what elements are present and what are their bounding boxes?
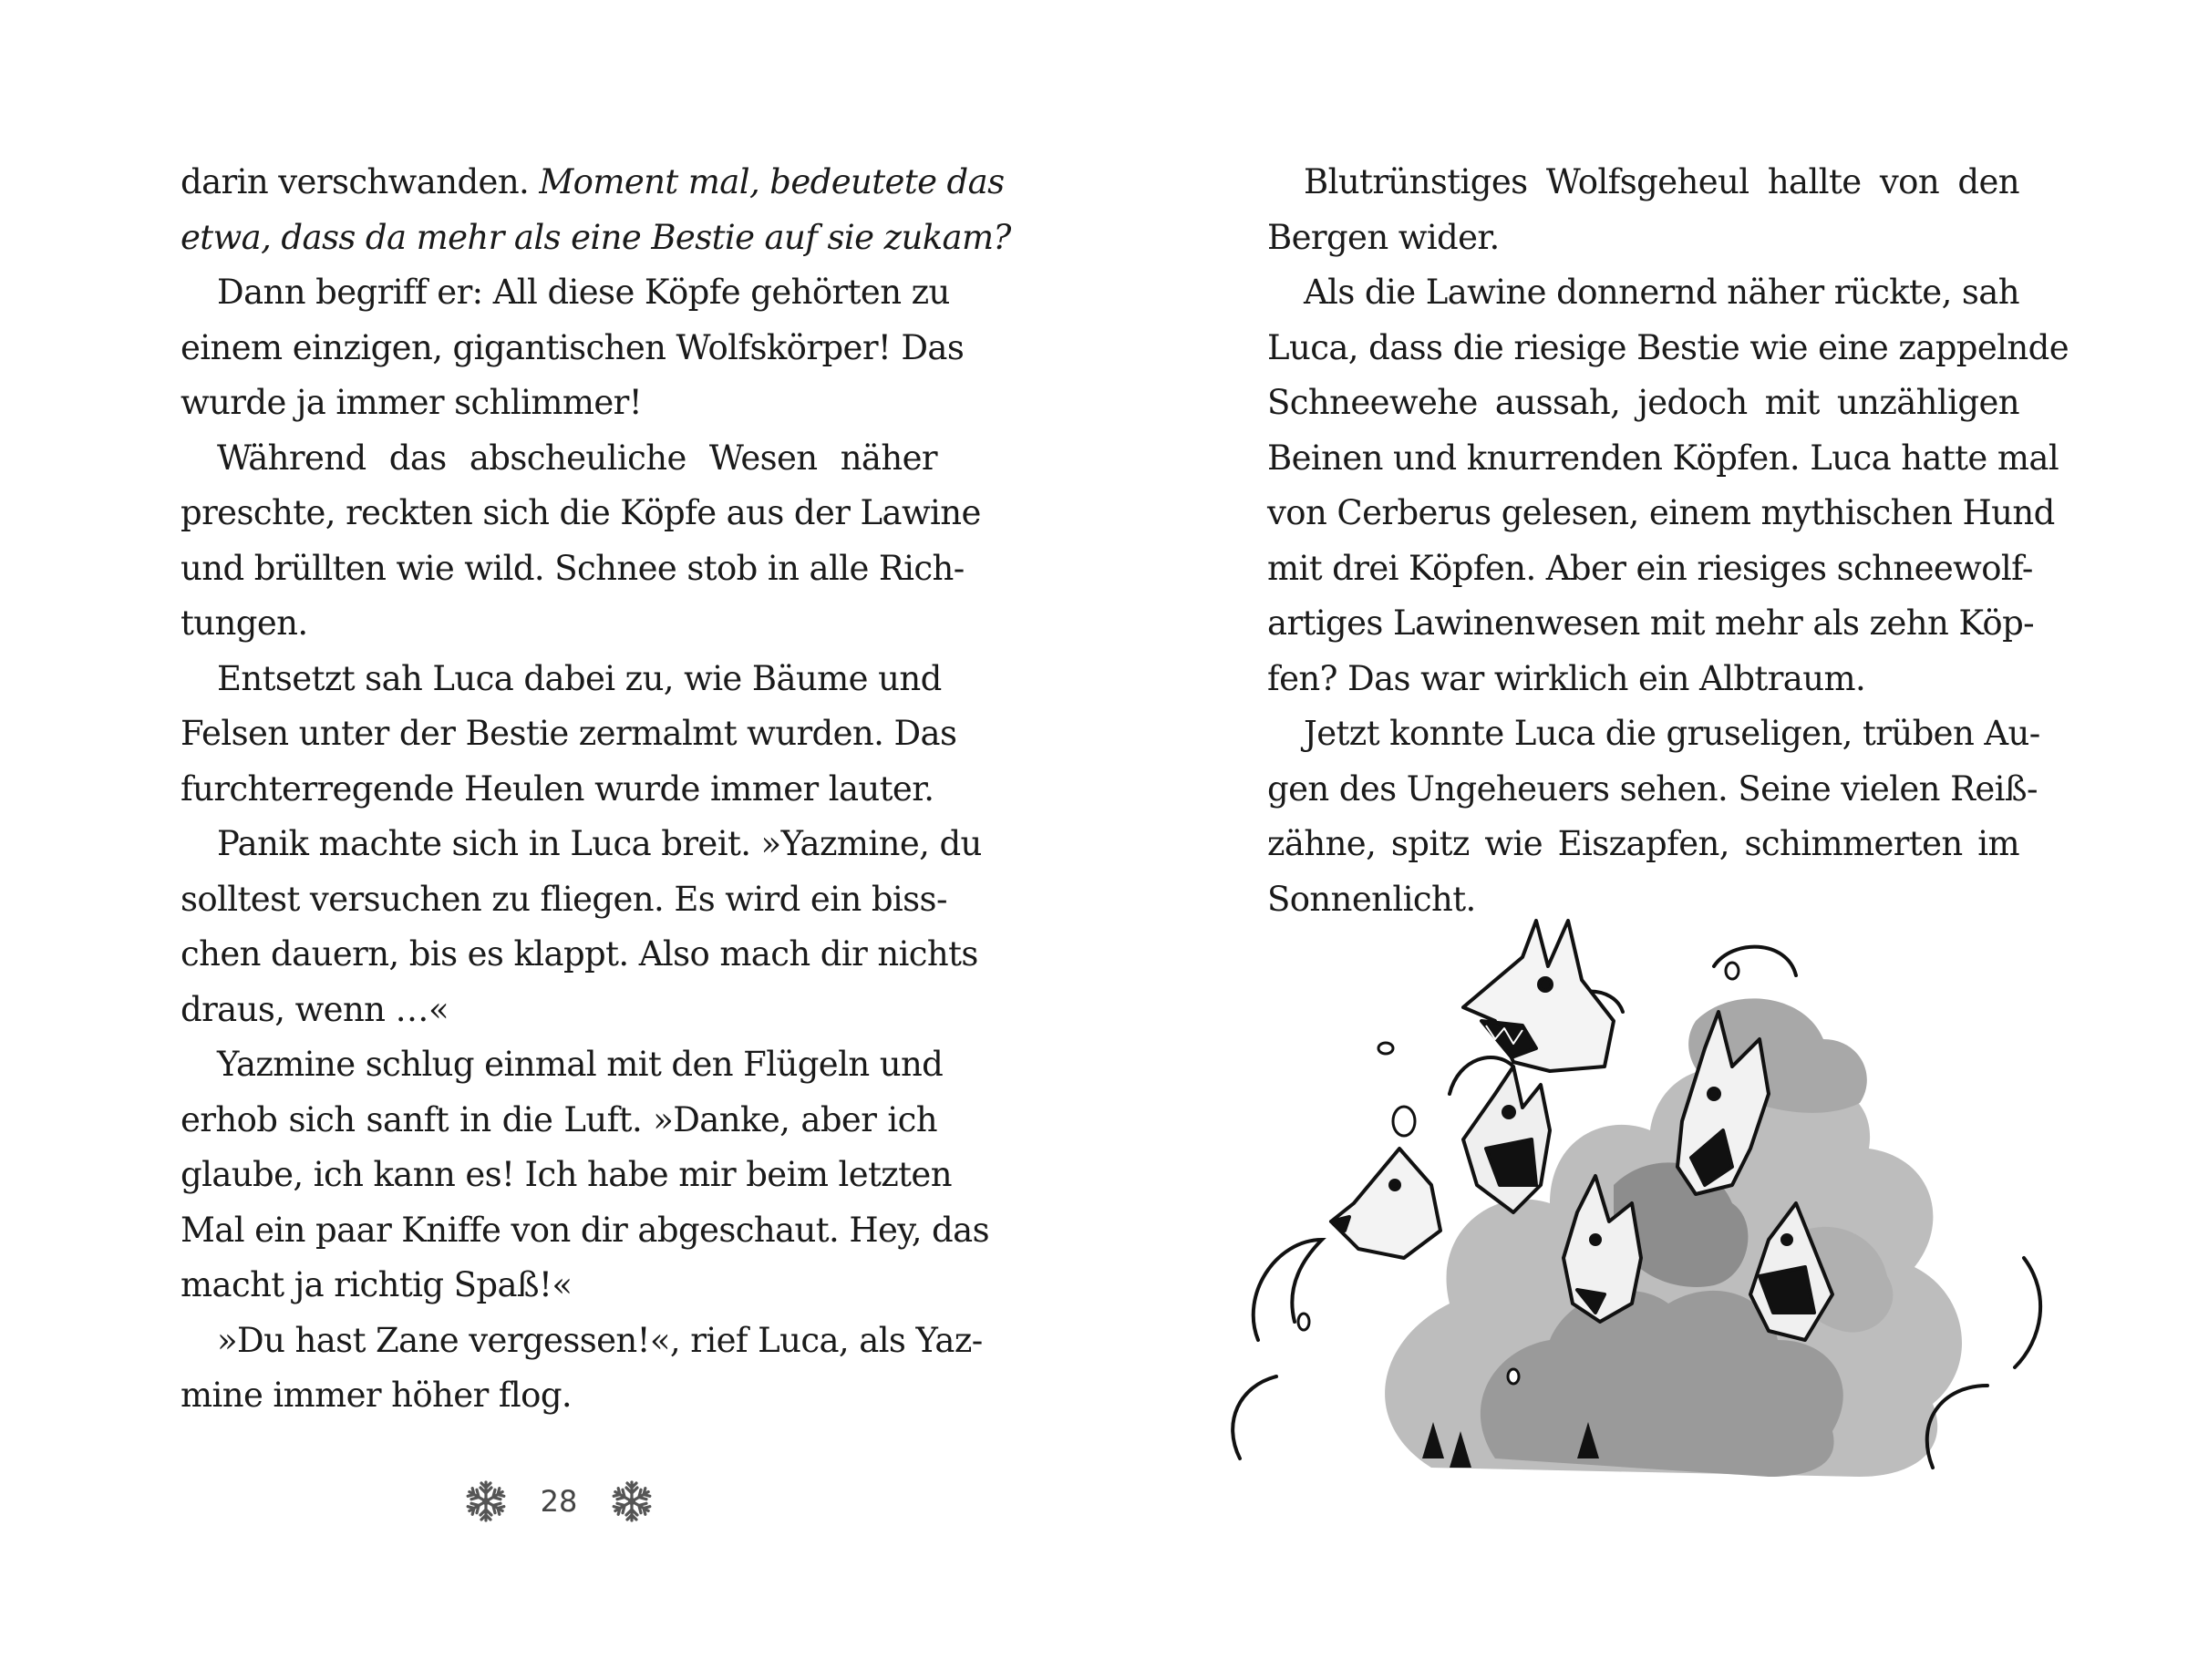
text-line xyxy=(181,541,965,597)
body-text: macht ja richtig Spaß!« xyxy=(181,1265,573,1304)
text-line xyxy=(181,983,937,1038)
body-text: gen des Ungeheuers sehen. Seine vielen Reiß- xyxy=(1267,768,2038,809)
body-text: Bergen wider. xyxy=(1267,217,1500,257)
body-text: Entsetzt sah Luca dabei zu, wie Bäume und xyxy=(217,658,942,698)
text-line xyxy=(1267,652,2019,707)
italic-text: Moment mal, bedeutete das xyxy=(539,162,1005,201)
text-line xyxy=(1267,817,2019,872)
text-line xyxy=(181,486,981,541)
body-text: wurde ja immer schlimmer! xyxy=(181,383,642,422)
body-text: und brüllten wie wild. Schnee stob in alle Rich- xyxy=(181,548,965,588)
body-text: Beinen und knurrenden Köpfen. Luca hatte mal xyxy=(1267,438,2059,478)
text-line xyxy=(181,817,982,872)
text-line xyxy=(181,1203,989,1259)
text-line xyxy=(1267,596,2035,652)
right-page-text xyxy=(1267,155,2069,927)
text-line xyxy=(181,1093,937,1149)
wolf-head xyxy=(1331,1149,1440,1258)
body-text: von Cerberus gelesen, einem mythischen Hund xyxy=(1267,493,2055,532)
text-line xyxy=(1267,321,2069,376)
body-text: Felsen unter der Bestie zermalmt wurden. Das xyxy=(181,714,957,753)
text-line xyxy=(1267,486,2055,541)
text-line xyxy=(181,596,937,652)
body-text: Während das abscheuliche Wesen näher xyxy=(217,438,937,478)
page-number: 28 xyxy=(540,1484,578,1519)
text-line xyxy=(181,1314,983,1369)
italic-text: etwa, dass da mehr als eine Bestie auf sie zukam? xyxy=(181,217,1011,257)
text-line xyxy=(1267,265,2019,321)
right-page xyxy=(1094,0,2188,1680)
wolf-avalanche-illustration xyxy=(1222,912,2069,1477)
text-line xyxy=(181,872,947,928)
text-line xyxy=(1267,706,2040,762)
body-text: Schneewehe aussah, jedoch mit unzähligen xyxy=(1267,383,2019,422)
text-line xyxy=(1267,376,2019,431)
body-text: draus, wenn …« xyxy=(181,989,449,1029)
left-page-text xyxy=(181,155,1011,1424)
text-line xyxy=(181,431,937,487)
body-text: Mal ein paar Kniffe von dir abgeschaut. Hey, das xyxy=(181,1210,989,1250)
body-text: zähne, spitz wie Eiszapfen, schimmerten im xyxy=(1267,824,2019,863)
body-text: Yazmine schlug einmal mit den Flügeln und xyxy=(217,1045,944,1084)
body-text: Jetzt konnte Luca die gruseligen, trüben Au- xyxy=(1304,714,2040,753)
body-text: preschte, reckten sich die Köpfe aus der Lawine xyxy=(181,493,981,532)
body-text: darin verschwanden. xyxy=(181,162,540,201)
body-text: artiges Lawinenwesen mit mehr als zehn Köp- xyxy=(1267,603,2035,643)
body-text: solltest versuchen zu fliegen. Es wird ein biss- xyxy=(181,879,947,919)
body-text: Als die Lawine donnernd näher rückte, sah xyxy=(1304,273,2019,312)
page-footer xyxy=(463,1479,655,1524)
body-text: einem einzigen, gigantischen Wolfskörper! Das xyxy=(181,327,965,367)
body-text: mine immer höher flog. xyxy=(181,1376,573,1415)
text-line xyxy=(1267,155,2019,211)
body-text: »Du hast Zane vergessen!«, rief Luca, als Yaz- xyxy=(217,1320,983,1360)
text-line xyxy=(1267,762,2038,818)
text-line xyxy=(1267,211,2019,266)
text-line xyxy=(181,1368,937,1424)
text-line xyxy=(181,762,937,818)
body-text: fen? Das war wirklich ein Albtraum. xyxy=(1267,658,1866,698)
text-line xyxy=(181,706,957,762)
text-line xyxy=(1267,431,2059,487)
body-text: Luca, dass die riesige Bestie wie eine zappelnde xyxy=(1267,327,2069,367)
body-text: chen dauern, bis es klappt. Also mach dir nichts xyxy=(181,934,978,974)
body-text: tungen. xyxy=(181,603,308,643)
body-text: mit drei Köpfen. Aber ein riesiges schneewolf- xyxy=(1267,548,2033,588)
body-text: Panik machte sich in Luca breit. »Yazmine, du xyxy=(217,824,982,863)
text-line xyxy=(181,1148,952,1203)
text-line xyxy=(1267,541,2033,597)
body-text: glaube, ich kann es! Ich habe mir beim letzten xyxy=(181,1155,952,1194)
text-line xyxy=(181,376,937,431)
text-line xyxy=(181,265,950,321)
text-line xyxy=(181,155,1005,211)
text-line xyxy=(181,321,965,376)
body-text: Sonnenlicht. xyxy=(1267,879,1476,919)
text-line xyxy=(181,927,978,983)
body-text: furchterregende Heulen wurde immer lauter. xyxy=(181,768,934,809)
wolf-head xyxy=(1463,921,1614,1071)
text-line xyxy=(181,1258,937,1314)
snowflake-icon xyxy=(609,1479,655,1524)
body-text: erhob sich sanft in die Luft. »Danke, aber ich xyxy=(181,1099,937,1139)
text-line xyxy=(181,211,1011,266)
body-text: Blutrünstiges Wolfsgeheul hallte von den xyxy=(1304,162,2019,201)
snow-masses xyxy=(1385,998,1962,1477)
snowflake-icon xyxy=(463,1479,509,1524)
wolf-head xyxy=(1463,1067,1550,1212)
text-line xyxy=(181,1037,944,1093)
body-text: Dann begriff er: All diese Köpfe gehörten zu xyxy=(217,273,950,312)
text-line xyxy=(181,652,942,707)
